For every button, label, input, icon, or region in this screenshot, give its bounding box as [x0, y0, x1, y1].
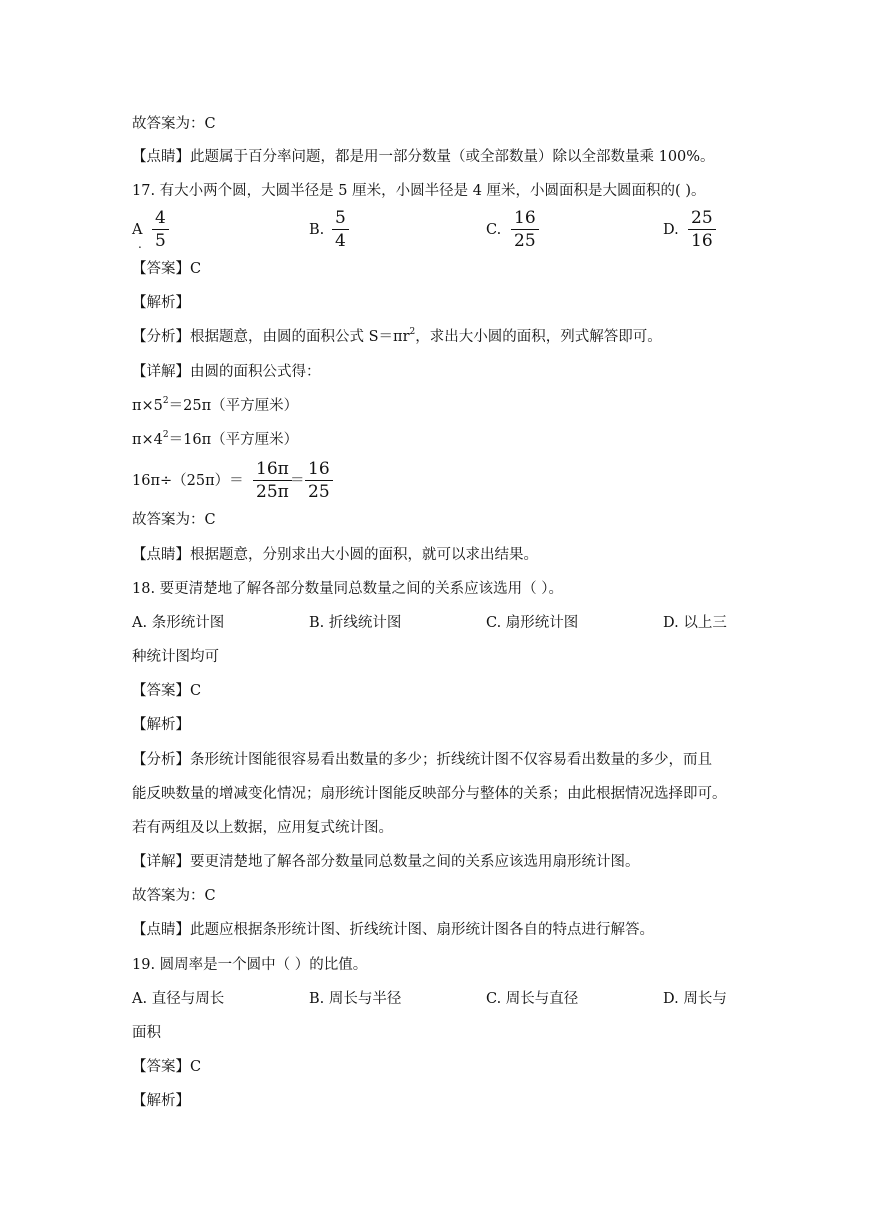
q18-option-a: A. 条形统计图	[132, 615, 225, 631]
comment-line: 【点睛】此题属于百分率问题，都是用一部分数量（或全部数量）除以全部数量乘 100%。	[132, 149, 715, 165]
fraction-numerator: 16	[514, 208, 536, 228]
q17-option-c-fraction	[511, 208, 539, 251]
q18-option-c: C. 扇形统计图	[486, 615, 579, 631]
fraction-numerator: 4	[155, 208, 166, 228]
fraction-numerator: 16π	[256, 459, 289, 479]
calc-3-fraction-2	[305, 459, 333, 502]
answer-18: 【答案】C	[132, 683, 202, 699]
answer-17: 【答案】C	[132, 261, 202, 277]
detail-17: 【详解】由圆的面积公式得：	[132, 364, 321, 380]
answer-19: 【答案】C	[132, 1059, 202, 1075]
q19-option-c: C. 周长与直径	[486, 991, 579, 1007]
fraction-numerator: 16	[308, 459, 330, 479]
calc-line-3: 16π÷（25π）＝	[132, 473, 244, 489]
analysis-17-part-b: ，求出大小圆的面积，列式解答即可。	[415, 329, 662, 345]
detail-18: 【详解】要更清楚地了解各部分数量同总数量之间的关系应该选用扇形统计图。	[132, 854, 640, 870]
superscript: 2	[162, 430, 169, 440]
calc-2-part-b: ＝16π（平方厘米）	[168, 432, 299, 448]
comment-17: 【点睛】根据题意，分别求出大小圆的面积，就可以求出结果。	[132, 547, 538, 563]
q19-option-d: D. 周长与	[663, 991, 727, 1007]
fraction-denominator: 25	[308, 482, 330, 502]
calc-2-part-a: π×4	[132, 432, 163, 448]
answer-line-17: 故答案为：C	[132, 512, 216, 528]
question-18: 18. 要更清楚地了解各部分数量同总数量之间的关系应该选用（ ）。	[132, 581, 564, 597]
answer-line: 故答案为：C	[132, 116, 216, 132]
calc-3-equals: ＝	[290, 473, 305, 489]
q18-option-d: D. 以上三	[663, 615, 727, 631]
fraction-denominator: 5	[155, 231, 166, 251]
calc-line-1	[132, 396, 298, 416]
analysis-18-line-1: 【分析】条形统计图能很容易看出数量的多少；折线统计图不仅容易看出数量的多少，而且	[132, 752, 712, 768]
fraction-bar	[152, 229, 169, 230]
calc-line-2	[132, 430, 298, 450]
q17-option-d-fraction	[688, 208, 716, 251]
calc-3-fraction-1	[253, 459, 292, 502]
superscript: 2	[409, 327, 416, 337]
analysis-18-line-2: 能反映数量的增减变化情况；扇形统计图能反映部分与整体的关系；由此根据情况选择即可。	[132, 786, 727, 802]
q17-option-a-dot: .	[138, 237, 142, 251]
analysis-heading-19: 【解析】	[132, 1093, 190, 1109]
q17-option-d-label: D.	[663, 222, 679, 238]
analysis-heading-18: 【解析】	[132, 717, 190, 733]
q19-option-a: A. 直径与周长	[132, 991, 225, 1007]
comment-18: 【点睛】此题应根据条形统计图、折线统计图、扇形统计图各自的特点进行解答。	[132, 922, 654, 938]
question-19: 19. 圆周率是一个圆中（ ）的比值。	[132, 957, 368, 973]
analysis-17	[132, 327, 662, 347]
fraction-bar	[688, 229, 716, 230]
question-17: 17. 有大小两个圆，大圆半径是 5 厘米，小圆半径是 4 厘米，小圆面积是大圆面积的( )。	[132, 183, 706, 199]
fraction-bar	[511, 229, 539, 230]
calc-1-part-a: π×5	[132, 398, 163, 414]
q18-option-d-continued: 种统计图均可	[132, 649, 219, 665]
fraction-numerator: 25	[691, 208, 713, 228]
analysis-heading-17: 【解析】	[132, 295, 190, 311]
q17-option-b-label: B.	[309, 222, 325, 238]
q17-option-c-label: C.	[486, 222, 502, 238]
fraction-denominator: 25	[514, 231, 536, 251]
q19-option-d-continued: 面积	[132, 1025, 161, 1041]
analysis-17-part-a: 【分析】根据题意，由圆的面积公式 S＝πr	[132, 329, 410, 345]
q18-option-b: B. 折线统计图	[309, 615, 402, 631]
q17-option-a-label: A	[132, 222, 143, 238]
analysis-18-line-3: 若有两组及以上数据，应用复式统计图。	[132, 820, 393, 836]
fraction-bar	[253, 480, 292, 481]
calc-1-part-b: ＝25π（平方厘米）	[168, 398, 299, 414]
fraction-denominator: 4	[335, 231, 346, 251]
q19-option-b: B. 周长与半径	[309, 991, 402, 1007]
fraction-denominator: 16	[691, 231, 713, 251]
q17-option-b-fraction	[332, 208, 349, 251]
q17-option-a-fraction	[152, 208, 169, 251]
answer-line-18: 故答案为：C	[132, 888, 216, 904]
fraction-bar	[305, 480, 333, 481]
fraction-bar	[332, 229, 349, 230]
fraction-denominator: 25π	[256, 482, 289, 502]
superscript: 2	[162, 396, 169, 406]
fraction-numerator: 5	[335, 208, 346, 228]
